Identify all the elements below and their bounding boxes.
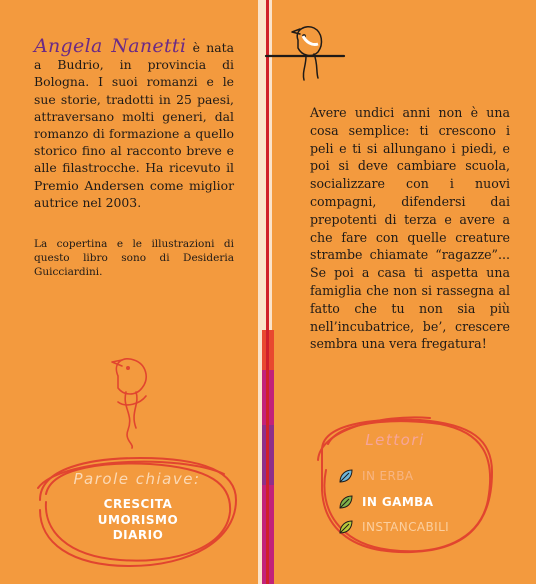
leaf-icon [338, 468, 354, 484]
keyword-item: CRESCITA [103, 497, 173, 511]
reader-level-label: IN ERBA [362, 469, 414, 483]
leaf-icon [338, 494, 354, 510]
author-name: Angela Nanetti [34, 35, 187, 57]
reader-level-label: INSTANCABILI [362, 520, 450, 534]
reader-level-in-gamba [338, 494, 433, 510]
leaf-icon [338, 519, 354, 535]
reader-level-in-erba [338, 468, 414, 484]
keyword-item: UMORISMO [97, 512, 179, 527]
reader-level-label: IN GAMBA [362, 495, 434, 509]
reader-level-instancabili [338, 519, 449, 535]
keyword-item: DIARIO [112, 528, 164, 542]
keywords-title: Parole chiave: [73, 470, 201, 488]
bio-text: è nata a Budrio, in provincia di Bologna. I suoi romanzi e le sue storie, tradotti in 25 paesi, attraversano molti generi, dal romanzo di formazione a quello storico fino al racconto breve e alle filastrocche. Ha ricevuto il Premio Andersen come miglior autrice nel 2003. [34, 40, 234, 210]
book-blurb: Avere undici anni non è una cosa semplice: ti crescono i peli e ti si allungano i piedi, e poi si deve cambiare scuola, socializzare con i nuovi compagni, difendersi dai prepotenti di terza e avere a che fare con quelle creature strambe chiamate “ragazze”... Se poi a casa ti aspetta una famiglia che non si rassegna al fatto che tu non sia più nell’incubatrice, be’, crescere sembra una vera fregatura! [310, 105, 510, 352]
readers-title: Lettori [365, 431, 425, 449]
illustration-credits: La copertina e le illustrazioni di questo libro sono di Desideria Guicciardini. [34, 238, 234, 278]
